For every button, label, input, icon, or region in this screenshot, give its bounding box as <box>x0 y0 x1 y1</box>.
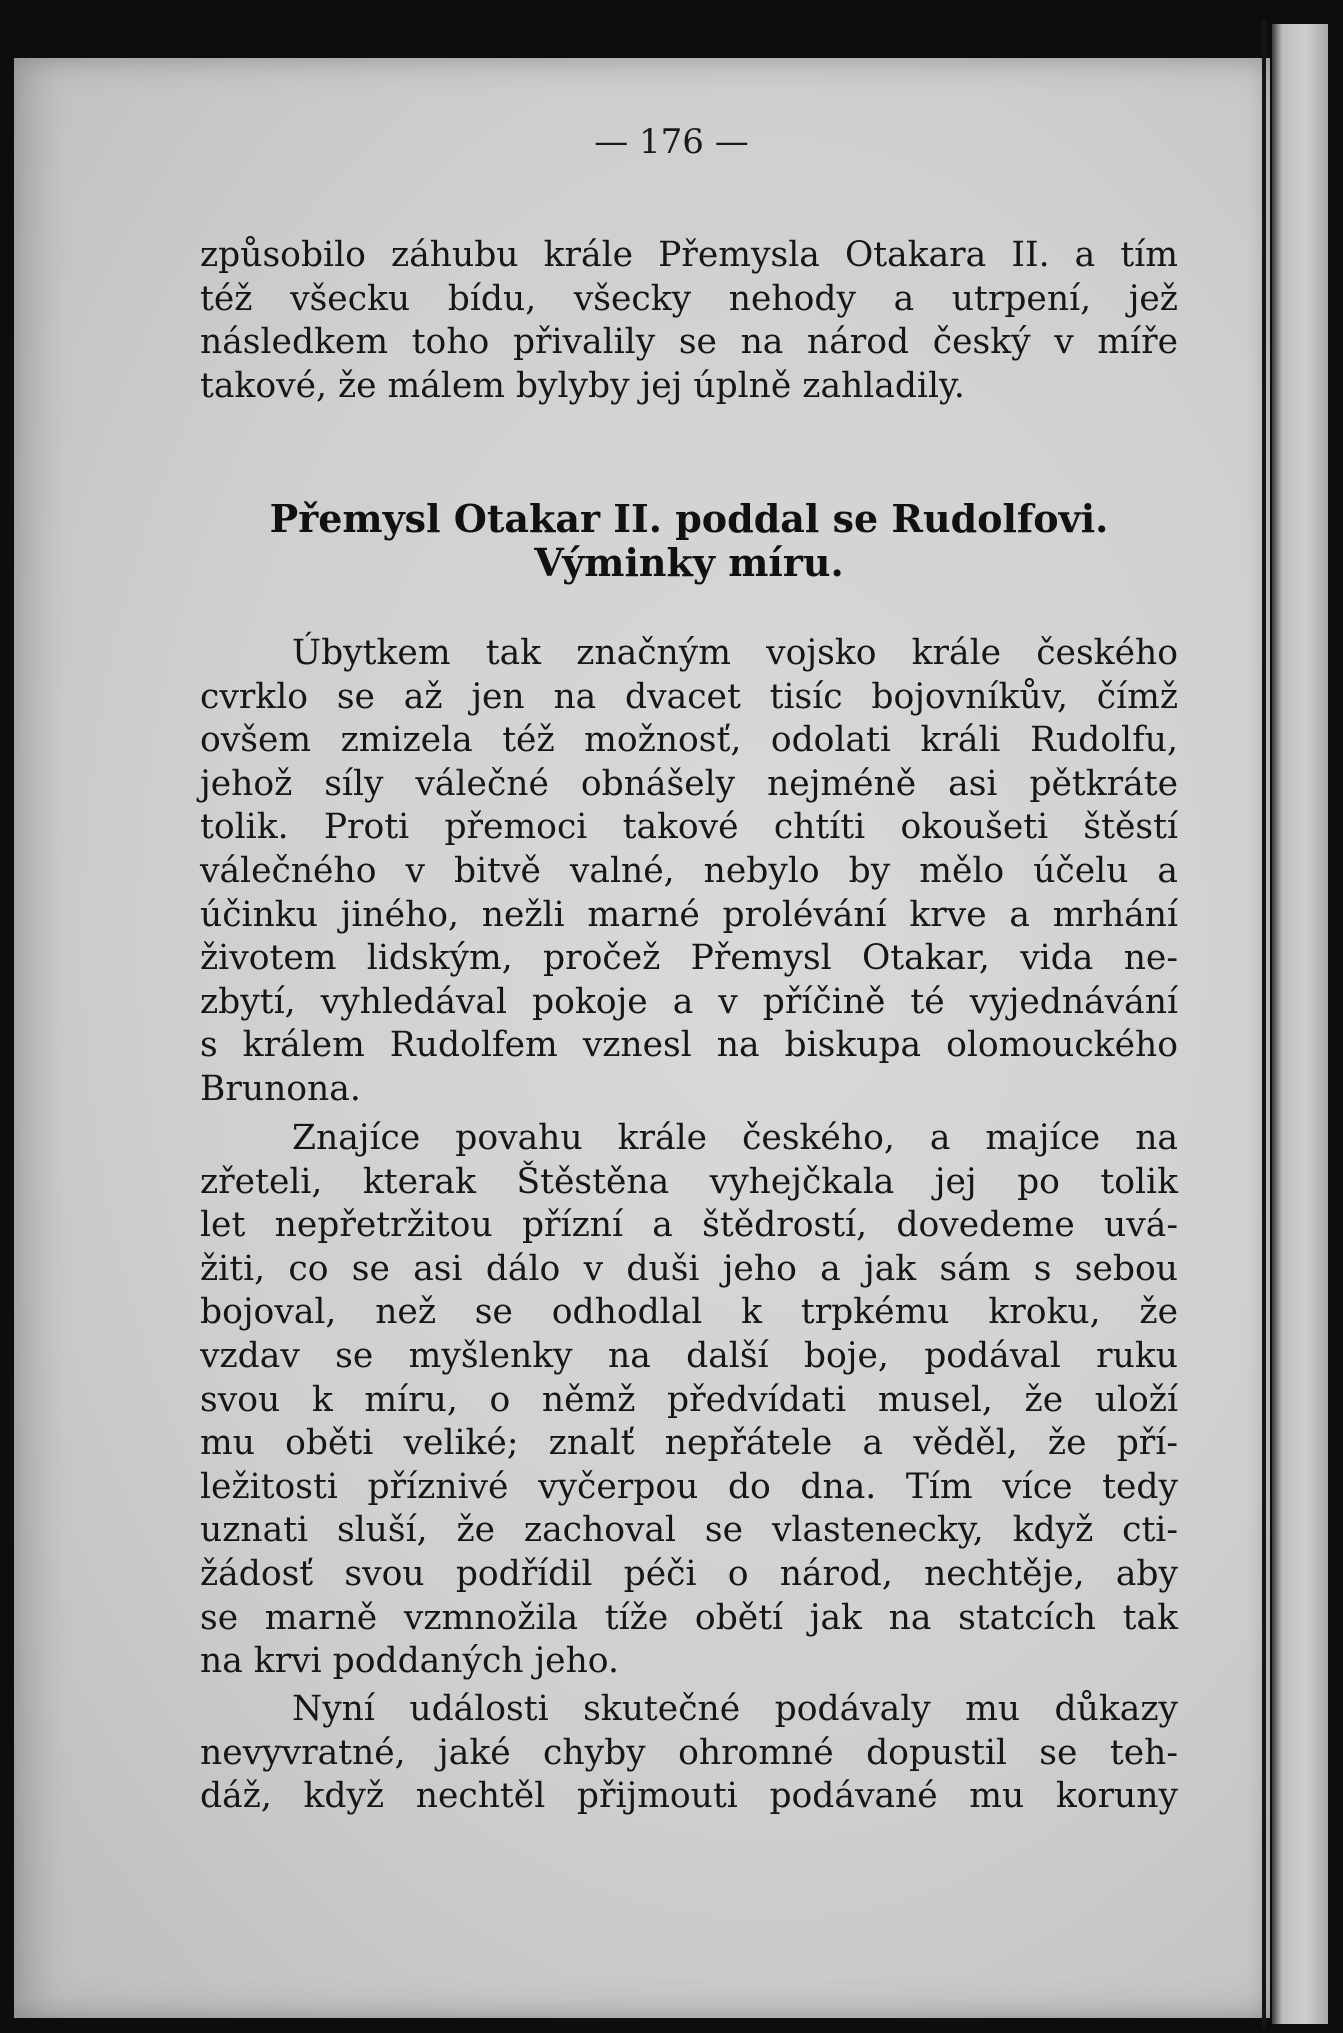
paragraph-1 <box>200 632 1178 1112</box>
text-line: následkem toho přivalily se na národ český v míře <box>200 322 1178 363</box>
text-line: let nepřetržitou přízní a štědrostí, dovedeme uvá- <box>200 1205 1178 1246</box>
text-line: Brunona. <box>200 1068 361 1109</box>
text-line: válečného v bitvě valné, nebylo by mělo účelu a <box>200 850 1178 891</box>
text-line: Úbytkem tak značným vojsko krále českého <box>292 633 1178 673</box>
text-line: Znajíce povahu krále českého, a majíce na <box>292 1118 1178 1158</box>
text-line: ležitosti příznivé vyčerpou do dna. Tím více tedy <box>200 1466 1178 1507</box>
next-page-edge <box>1272 24 1328 2024</box>
text-line: svou k míru, o němž předvídati musel, že uloží <box>200 1379 1178 1420</box>
text-line: na krvi poddaných jeho. <box>200 1641 619 1682</box>
text-line: bojoval, než se odhodlal k trpkému kroku, že <box>200 1292 1178 1333</box>
text-line: způsobilo záhubu krále Přemysla Otakara II. a tím <box>200 235 1178 275</box>
text-line: nevyvratné, jaké chyby ohromné dopustil se teh- <box>200 1732 1178 1773</box>
text-line: dáž, když nechtěl přijmouti podávané mu koruny <box>200 1776 1178 1817</box>
text-line: životem lidským, pročež Přemysl Otakar, vida ne- <box>200 938 1178 979</box>
text-line: jehož síly válečné obnášely nejméně asi pětkráte <box>200 763 1178 804</box>
text-line: cvrklo se až jen na dvacet tisíc bojovníkův, čímž <box>200 676 1178 717</box>
text-line: s králem Rudolfem vznesl na biskupa olomouckého <box>200 1025 1178 1066</box>
page-number: — 176 — <box>594 122 749 162</box>
text-line: žiti, co se asi dálo v duši jeho a jak sám s sebou <box>200 1248 1178 1289</box>
text-line: žádosť svou podřídil péči o národ, nechtěje, aby <box>200 1553 1178 1594</box>
text-line: takové, že málem bylyby jej úplně zahladily. <box>200 365 965 406</box>
text-line: Nyní události skutečné podávaly mu důkazy <box>292 1689 1178 1729</box>
text-line: účinku jiného, nežli marné prolévání krve a mrhání <box>200 894 1178 935</box>
text-line: vzdav se myšlenky na další boje, podával ruku <box>200 1335 1178 1376</box>
heading-line: Výminky míru. <box>534 540 844 585</box>
text-line: mu oběti veliké; znalť nepřátele a věděl, že pří- <box>200 1423 1178 1464</box>
text-line: se marně vzmnožila tíže obětí jak na statcích tak <box>200 1597 1178 1638</box>
text-line: ovšem zmizela též možnosť, odolati králi Rudolfu, <box>200 720 1178 761</box>
page-gutter <box>1262 20 1266 2030</box>
text-line: též všecku bídu, všecky nehody a utrpení, jež <box>200 278 1178 319</box>
paragraph-2 <box>200 1117 1178 1684</box>
text-line: zbytí, vyhledával pokoje a v příčině té vyjednávání <box>200 981 1178 1022</box>
text-line: tolik. Proti přemoci takové chtíti okoušeti štěstí <box>200 807 1178 848</box>
heading-line: Přemysl Otakar II. poddal se Rudolfovi. <box>269 496 1109 541</box>
text-line: uznati sluší, že zachoval se vlastenecky, když cti- <box>200 1510 1178 1551</box>
text-line: zřeteli, kterak Štěstěna vyhejčkala jej po tolik <box>200 1161 1178 1202</box>
intro-paragraph <box>200 234 1178 408</box>
paragraph-3 <box>200 1688 1178 1819</box>
section-heading <box>200 497 1178 585</box>
